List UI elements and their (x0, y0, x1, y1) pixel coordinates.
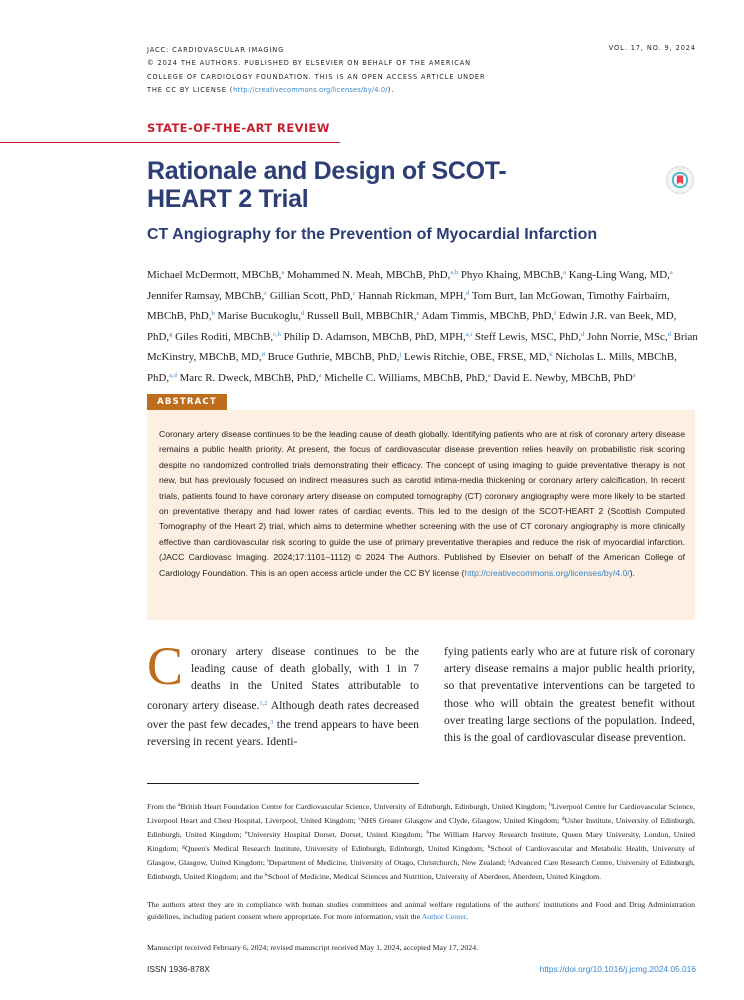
author-name: Brian McKinstry, MBChB, MD, (147, 330, 698, 363)
author-affiliation-ref[interactable]: k (549, 351, 553, 358)
license-link[interactable]: http://creativecommons.org/licenses/by/4.0/ (233, 85, 388, 94)
author-name: Steff Lewis, MSC, PhD, (474, 330, 582, 343)
author-name: Hannah Rickman, MPH, (358, 289, 467, 302)
footnote-divider (147, 783, 419, 784)
doi-link[interactable]: https://doi.org/10.1016/j.jcmg.2024.05.016 (539, 964, 696, 974)
author-affiliation-ref[interactable]: c (264, 289, 268, 297)
abstract-license-link[interactable]: http://creativecommons.org/licenses/by/4.0/ (464, 567, 630, 578)
author-affiliation-ref[interactable]: b (211, 310, 215, 317)
affiliation-text: Queen's Medical Research Institute, University of Edinburgh, Edinburgh, United Kingdom; (184, 844, 488, 854)
body-column-2 (444, 643, 695, 746)
affiliation-marker: i (267, 858, 269, 865)
author-name: Marise Bucukoglu, (217, 310, 301, 322)
affiliation-marker: h (487, 844, 491, 851)
author-affiliation-ref[interactable]: a (563, 269, 566, 276)
attest-text: The authors attest they are in compliance with human studies committees and animal welfare regulations of the authors' institutions and Food and Drug Administration guidelines, including patient consent where appropriate. For more information, visit the (147, 900, 695, 922)
crossmark-button[interactable] (666, 166, 694, 194)
affiliation-text: NHS Greater Glasgow and Clyde, Glasgow, United Kingdom; (360, 816, 562, 826)
author-name: Phyo Khaing, MBChB, (460, 269, 564, 281)
author-affiliation-ref[interactable]: c (352, 289, 356, 297)
author-affiliation-ref[interactable]: c,h (273, 330, 281, 338)
citation-ref[interactable]: 3 (270, 718, 274, 726)
author-name: Kang-Ling Wang, MD, (568, 269, 670, 281)
affiliation-marker: b (549, 802, 552, 808)
author-affiliation-ref[interactable]: g (169, 330, 173, 338)
affiliation-marker: f (426, 830, 429, 837)
author-name: Timothy Fairbairn, MBChB, PhD, (147, 289, 670, 322)
affiliation-text: School of Medicine, Medical Sciences and Nutrition, University of Aberdeen, Aberdeen, United Kingdom. (267, 872, 602, 882)
license-prefix: THE CC BY LICENSE ( (147, 85, 234, 94)
author-name: Russell Bull, MBBChIR, (306, 310, 417, 322)
author-affiliation-ref[interactable]: e (416, 310, 420, 317)
author-name: Tom Burt, Ian McGowan, (471, 289, 585, 302)
affiliation-prefix: and the (240, 872, 266, 882)
author-name: Lewis Ritchie, OBE, FRSE, MD, (404, 351, 550, 363)
affiliation-marker: c (358, 816, 361, 823)
affiliation-text: Liverpool Centre for Cardiovascular Science, Liverpool Heart and Chest Hospital, Liverpool, United Kingdom; (147, 802, 695, 826)
author-affiliation-ref[interactable]: d (667, 330, 671, 338)
affiliation-text: University Hospital Dorset, Dorset, United Kingdom; (247, 830, 427, 840)
author-name: Michael McDermott, MBChB, (147, 269, 282, 281)
abstract-end: ). (629, 567, 635, 578)
section-divider (0, 142, 340, 143)
author-name: Giles Roditi, MBChB, (175, 330, 274, 343)
body-text-1a: oronary artery disease continues to be the leading cause of death globally, with 1 in 7 deaths in the United States attributable to coronary artery disease. (147, 645, 419, 712)
affiliation-text: Department of Medicine, University of Otago, Christchurch, New Zealand; (268, 858, 509, 868)
journal-name: JACC: CARDIOVASCULAR IMAGING (147, 46, 285, 54)
author-affiliation-ref[interactable]: a,d (169, 371, 177, 379)
author-affiliation-ref[interactable]: a (669, 269, 673, 276)
affiliation-text: Usher Institute, University of Edinburgh, Edinburgh, United Kingdom; (147, 816, 695, 840)
author-affiliation-ref[interactable]: a (318, 371, 322, 379)
affiliation-marker: k (265, 872, 268, 879)
abstract-text (159, 427, 685, 581)
author-name: Philip D. Adamson, MBChB, PhD, MPH, (283, 330, 466, 343)
affiliation-text: The William Harvey Research Institute, Queen Mary University, London, United Kingdom; (147, 830, 695, 854)
author-affiliation-ref[interactable]: d (581, 330, 585, 338)
license-line-2: COLLEGE OF CARDIOLOGY FOUNDATION. THIS IS AN OPEN ACCESS ARTICLE UNDER (147, 72, 486, 81)
affiliation-text: Advanced Care Research Centre, University of Edinburgh, Edinburgh, United Kingdom; (147, 858, 696, 882)
author-name: David E. Newby, MBChB, PhD (493, 371, 633, 384)
author-affiliation-ref[interactable]: d (261, 351, 265, 358)
author-affiliation-ref[interactable]: a (632, 371, 636, 379)
volume-info: VOL. 17, NO. 9, 2024 (608, 44, 696, 52)
body-column-1 (147, 636, 419, 750)
affiliation-marker: e (245, 830, 248, 837)
author-name: Jennifer Ramsay, MBChB, (147, 289, 265, 302)
body-text-2: fying patients early who are at future risk of coronary artery disease remains a major public health priority, so that preventative interventions can be targeted to those who will obtain the greatest benefit without over treating large sections of the population. Indeed, this is the goal of cardiovascular disease prevention. (444, 645, 695, 745)
author-name: Gillian Scott, PhD, (269, 289, 353, 302)
author-affiliation-ref[interactable]: a,b (450, 269, 459, 276)
article-subtitle: CT Angiography for the Prevention of Myocardial Infarction (147, 226, 598, 243)
affiliation-marker: a (177, 802, 181, 808)
author-affiliation-ref[interactable]: d (466, 289, 470, 297)
section-label: STATE-OF-THE-ART REVIEW (147, 121, 330, 135)
author-name: Nicholas L. Mills, MBChB, PhD, (147, 351, 677, 384)
journal-header (147, 44, 527, 97)
author-affiliation-ref[interactable]: a,i (465, 330, 473, 338)
body-text-1b: Although death rates decreased over the past few decades, (147, 698, 419, 731)
author-affiliation-ref[interactable]: f (554, 310, 557, 317)
license-suffix: ). (387, 85, 395, 94)
author-name: Adam Timmis, MBChB, PhD, (421, 310, 555, 322)
abstract-label: ABSTRACT (147, 394, 227, 410)
article-title: Rationale and Design of SCOT-HEART 2 Trial (147, 157, 507, 213)
author-affiliation-ref[interactable]: d (300, 310, 305, 317)
citation-ref[interactable]: 1,2 (259, 699, 268, 707)
author-affiliation-ref[interactable]: j (399, 351, 402, 358)
author-affiliation-ref[interactable]: a (487, 371, 491, 379)
affiliation-marker: g (182, 844, 185, 851)
abstract-body: Coronary artery disease continues to be the leading cause of death globally. Identifying patients who are at risk of coronary artery disease remains a public health priority. At present, the focus of cardiovascular disease prevention relies heavily on probabilistic risk scoring despite no randomized controlled trials demonstrating their efficacy. The concept of using imaging to guide preventative therapy is not new, but has previously focused on indirect measures such as carotid intima-media thickening or coronary artery calcification. In recent trials, patients found to have coronary artery disease on computed tomography (CT) coronary angiography were more likely to be started on preventative therapy and had lower rates of cardiac events. This led to the design of the SCOT-HEART 2 (Scottish Computed Tomography of the Heart 2) trial, which aims to determine whether screening with the use of CT coronary angiography is more clinically effective than cardiovascular risk scoring to guide the use of primary preventative therapies and reduce the risk of myocardial infarction. (JACC Cardiovasc Imaging. 2024;17:1101–1112) © 2024 The Authors. Published by Elsevier on behalf of the American College of Cardiology Foundation. This is an open access article under the CC BY license ( (159, 429, 685, 578)
author-center-link[interactable]: Author Center (421, 912, 466, 922)
issn: ISSN 1936-878X (147, 964, 210, 974)
manuscript-dates: Manuscript received February 6, 2024; revised manuscript received May 1, 2024, accepted May 17, 2024. (147, 943, 479, 952)
attest-end: . (465, 912, 468, 922)
affiliations (147, 799, 695, 884)
affiliation-prefix: From the (147, 802, 178, 811)
attestation (147, 899, 695, 923)
author-name: Michelle C. Williams, MBChB, PhD, (324, 371, 488, 384)
author-name: Mohammed N. Meah, MBChB, PhD, (286, 269, 451, 281)
bookmark-icon (671, 171, 689, 189)
author-list (147, 264, 699, 387)
author-affiliation-ref[interactable]: a (281, 269, 285, 276)
license-line-1: © 2024 THE AUTHORS. PUBLISHED BY ELSEVIER ON BEHALF OF THE AMERICAN (147, 59, 471, 68)
affiliation-marker: d (561, 816, 565, 823)
author-name: John Norrie, MSc, (587, 330, 668, 343)
author-name: Bruce Guthrie, MBChB, PhD, (267, 351, 400, 363)
drop-cap: C (147, 636, 184, 696)
license-line-3 (147, 84, 527, 97)
author-name: Marc R. Dweck, MBChB, PhD, (179, 371, 319, 384)
affiliation-text: British Heart Foundation Centre for Cardiovascular Science, University of Edinburgh, Edinburgh, United Kingdom; (180, 802, 550, 811)
affiliation-marker: j (508, 858, 510, 865)
author-name: Edwin J.R. van Beek, MD, PhD, (147, 310, 677, 343)
body-text-1c: the trend appears to have been reversing in recent years. Identi- (147, 717, 419, 749)
affiliation-text: School of Cardiovascular and Metabolic Health, University of Glasgow, Glasgow, United Kingdom; (147, 844, 695, 868)
